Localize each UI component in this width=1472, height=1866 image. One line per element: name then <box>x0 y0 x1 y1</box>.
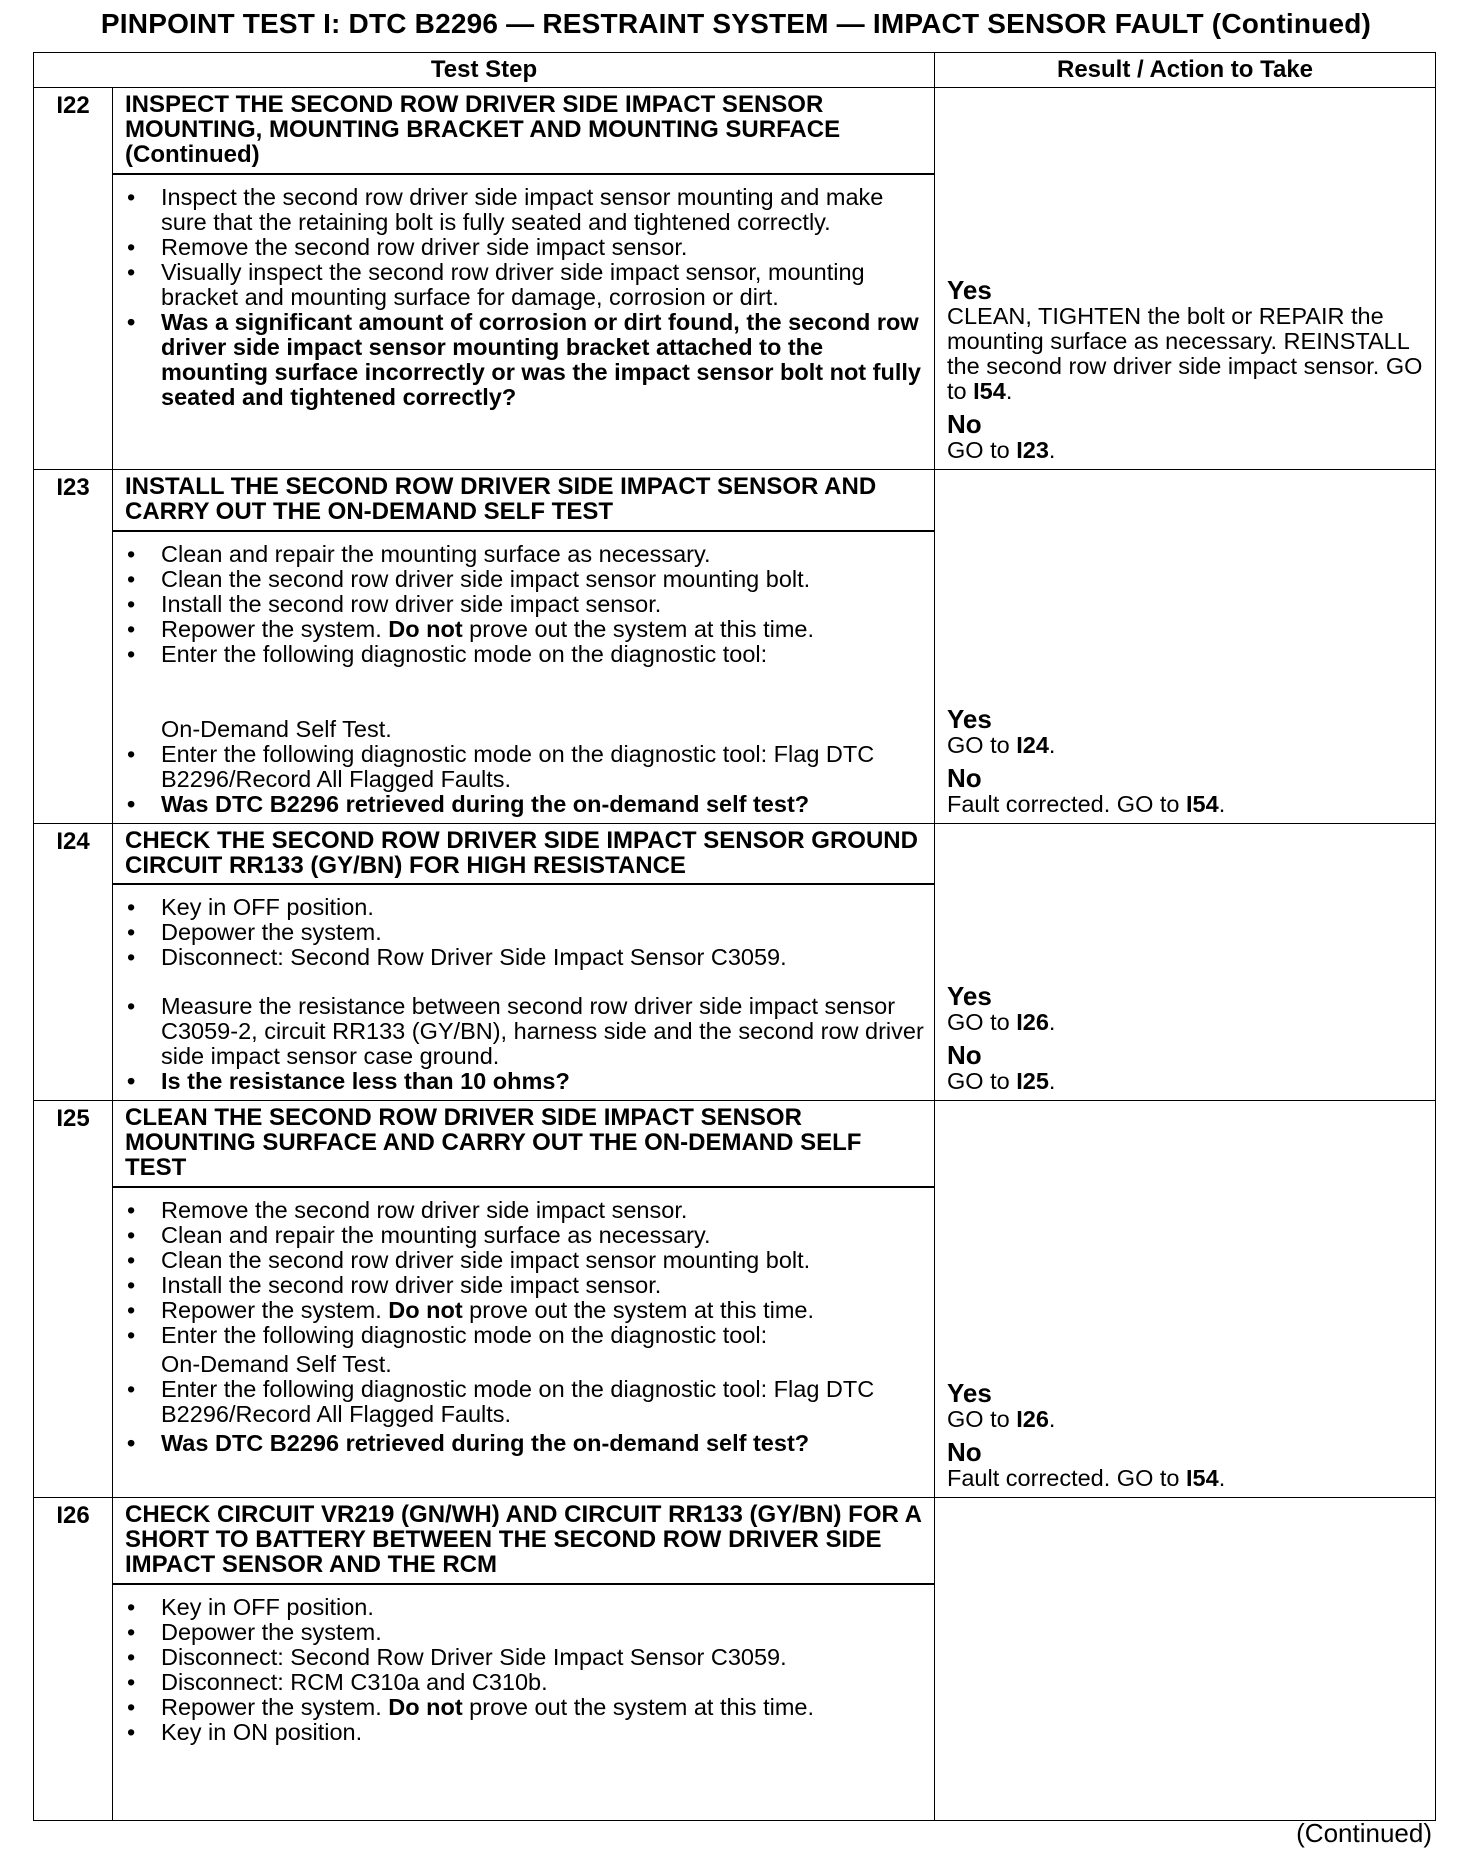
result-no-text: GO to I23. <box>947 437 1056 463</box>
list-item: • Repower the system. Do not prove out the system at this time. <box>125 1298 926 1323</box>
continued-footer: (Continued) <box>1296 1818 1432 1848</box>
step-instructions <box>113 1584 935 1821</box>
step-row-heading <box>34 88 1436 174</box>
list-item: • Visually inspect the second row driver side impact sensor, mounting bracket and mounting surface for damage, corrosion or dirt. <box>125 260 926 310</box>
result-no-label: No <box>947 409 982 439</box>
step-row-heading <box>34 823 1436 884</box>
step-result <box>935 1101 1436 1498</box>
result-no-text: Fault corrected. GO to I54. <box>947 1465 1226 1491</box>
list-item: • Clean the second row driver side impact sensor mounting bolt. <box>125 567 926 592</box>
result-yes-text: GO to I24. <box>947 731 1056 758</box>
list-item-question: • Was a significant amount of corrosion or dirt found, the second row driver side impact sensor mounting bracket attached to the mounting surface incorrectly or was the impact sensor bolt not fully seated and tightened correctly? <box>125 310 926 410</box>
step-heading: INSTALL THE SECOND ROW DRIVER SIDE IMPACT SENSOR AND CARRY OUT THE ON-DEMAND SELF TEST <box>113 470 935 531</box>
list-item: • Disconnect: Second Row Driver Side Impact Sensor C3059. <box>125 1645 926 1670</box>
step-result <box>935 1498 1436 1821</box>
list-item-question: • Was DTC B2296 retrieved during the on-demand self test? <box>125 1431 926 1456</box>
result-no-text: Fault corrected. GO to I54. <box>947 790 1226 817</box>
list-item: • Key in ON position. <box>125 1720 926 1745</box>
list-item: • Remove the second row driver side impact sensor. <box>125 1198 926 1223</box>
result-no-label: No <box>947 1437 982 1467</box>
list-item: • Repower the system. Do not prove out the system at this time. <box>125 617 926 642</box>
list-item: • Disconnect: RCM C310a and C310b. <box>125 1670 926 1695</box>
step-instructions <box>113 884 935 1101</box>
diagnostic-mode-text: On-Demand Self Test. <box>161 715 392 742</box>
step-heading: CLEAN THE SECOND ROW DRIVER SIDE IMPACT SENSOR MOUNTING SURFACE AND CARRY OUT THE ON-DEMAND SELF TEST <box>113 1101 935 1187</box>
list-item: • Enter the following diagnostic mode on the diagnostic tool: Flag DTC B2296/Record All Flagged Faults. <box>125 1377 926 1427</box>
list-item: • Inspect the second row driver side impact sensor mounting and make sure that the retaining bolt is fully seated and tightened correctly. <box>125 185 926 235</box>
list-item: • Clean and repair the mounting surface as necessary. <box>125 1223 926 1248</box>
step-number: I23 <box>34 470 113 824</box>
step-heading: CHECK THE SECOND ROW DRIVER SIDE IMPACT SENSOR GROUND CIRCUIT RR133 (GY/BN) FOR HIGH RESISTANCE <box>113 823 935 884</box>
step-instructions <box>113 174 935 470</box>
page-title: PINPOINT TEST I: DTC B2296 — RESTRAINT SYSTEM — IMPACT SENSOR FAULT (Continued) <box>100 8 1372 39</box>
result-yes-label: Yes <box>947 1378 992 1408</box>
result-yes-text: CLEAN, TIGHTEN the bolt or REPAIR the mounting surface as necessary. REINSTALL the second row driver side impact sensor. GO to I54. <box>947 303 1423 404</box>
result-no-label: No <box>947 762 982 793</box>
result-no-label: No <box>947 1040 982 1070</box>
list-item: • Clean the second row driver side impact sensor mounting bolt. <box>125 1248 926 1273</box>
step-result <box>935 823 1436 1101</box>
table-header-row <box>34 53 1436 88</box>
list-item: • Clean and repair the mounting surface as necessary. <box>125 542 926 567</box>
step-number: I22 <box>34 88 113 470</box>
list-item: • Enter the following diagnostic mode on the diagnostic tool: Flag DTC B2296/Record All Flagged Faults. <box>125 742 926 792</box>
result-yes-label: Yes <box>947 703 992 734</box>
list-item: • Key in OFF position. <box>125 1595 926 1620</box>
step-row-heading <box>34 1498 1436 1584</box>
list-item: • Depower the system. <box>125 1620 926 1645</box>
list-item: • Enter the following diagnostic mode on the diagnostic tool: <box>125 642 926 667</box>
step-instructions <box>113 1187 935 1498</box>
list-item: • Enter the following diagnostic mode on the diagnostic tool: <box>125 1323 926 1348</box>
step-row-heading <box>34 470 1436 531</box>
step-result <box>935 470 1436 824</box>
step-number: I25 <box>34 1101 113 1498</box>
step-result <box>935 88 1436 470</box>
list-item-question: • Is the resistance less than 10 ohms? <box>125 1069 926 1094</box>
list-item: • Measure the resistance between second row driver side impact sensor C3059-2, circuit RR133 (GY/BN), harness side and the second row driver side impact sensor case ground. <box>125 994 926 1069</box>
result-yes-text: GO to I26. <box>947 1406 1056 1432</box>
list-item-question: • Was DTC B2296 retrieved during the on-demand self test? <box>125 792 926 817</box>
result-yes-label: Yes <box>947 275 992 305</box>
step-heading: INSPECT THE SECOND ROW DRIVER SIDE IMPACT SENSOR MOUNTING, MOUNTING BRACKET AND MOUNTING SURFACE (Continued) <box>113 88 935 174</box>
list-item: • Repower the system. Do not prove out the system at this time. <box>125 1695 926 1720</box>
column-header-test-step: Test Step <box>34 53 935 88</box>
pinpoint-test-table <box>33 52 1436 1821</box>
list-item: • Depower the system. <box>125 920 926 945</box>
result-no-text: GO to I25. <box>947 1068 1056 1094</box>
column-header-result: Result / Action to Take <box>935 53 1436 88</box>
diagnostic-mode-text: On-Demand Self Test. <box>161 1350 392 1377</box>
step-heading: CHECK CIRCUIT VR219 (GN/WH) AND CIRCUIT RR133 (GY/BN) FOR A SHORT TO BATTERY BETWEEN THE SECOND ROW DRIVER SIDE IMPACT SENSOR AND THE RCM <box>113 1498 935 1584</box>
list-item: • Install the second row driver side impact sensor. <box>125 1273 926 1298</box>
step-number: I24 <box>34 823 113 1101</box>
step-number: I26 <box>34 1498 113 1821</box>
step-row-heading <box>34 1101 1436 1187</box>
list-item: • Install the second row driver side impact sensor. <box>125 592 926 617</box>
result-yes-text: GO to I26. <box>947 1009 1056 1035</box>
list-item: • Remove the second row driver side impact sensor. <box>125 235 926 260</box>
list-item: • Key in OFF position. <box>125 895 926 920</box>
step-instructions <box>113 531 935 824</box>
list-item: • Disconnect: Second Row Driver Side Impact Sensor C3059. <box>125 945 926 970</box>
result-yes-label: Yes <box>947 981 992 1011</box>
